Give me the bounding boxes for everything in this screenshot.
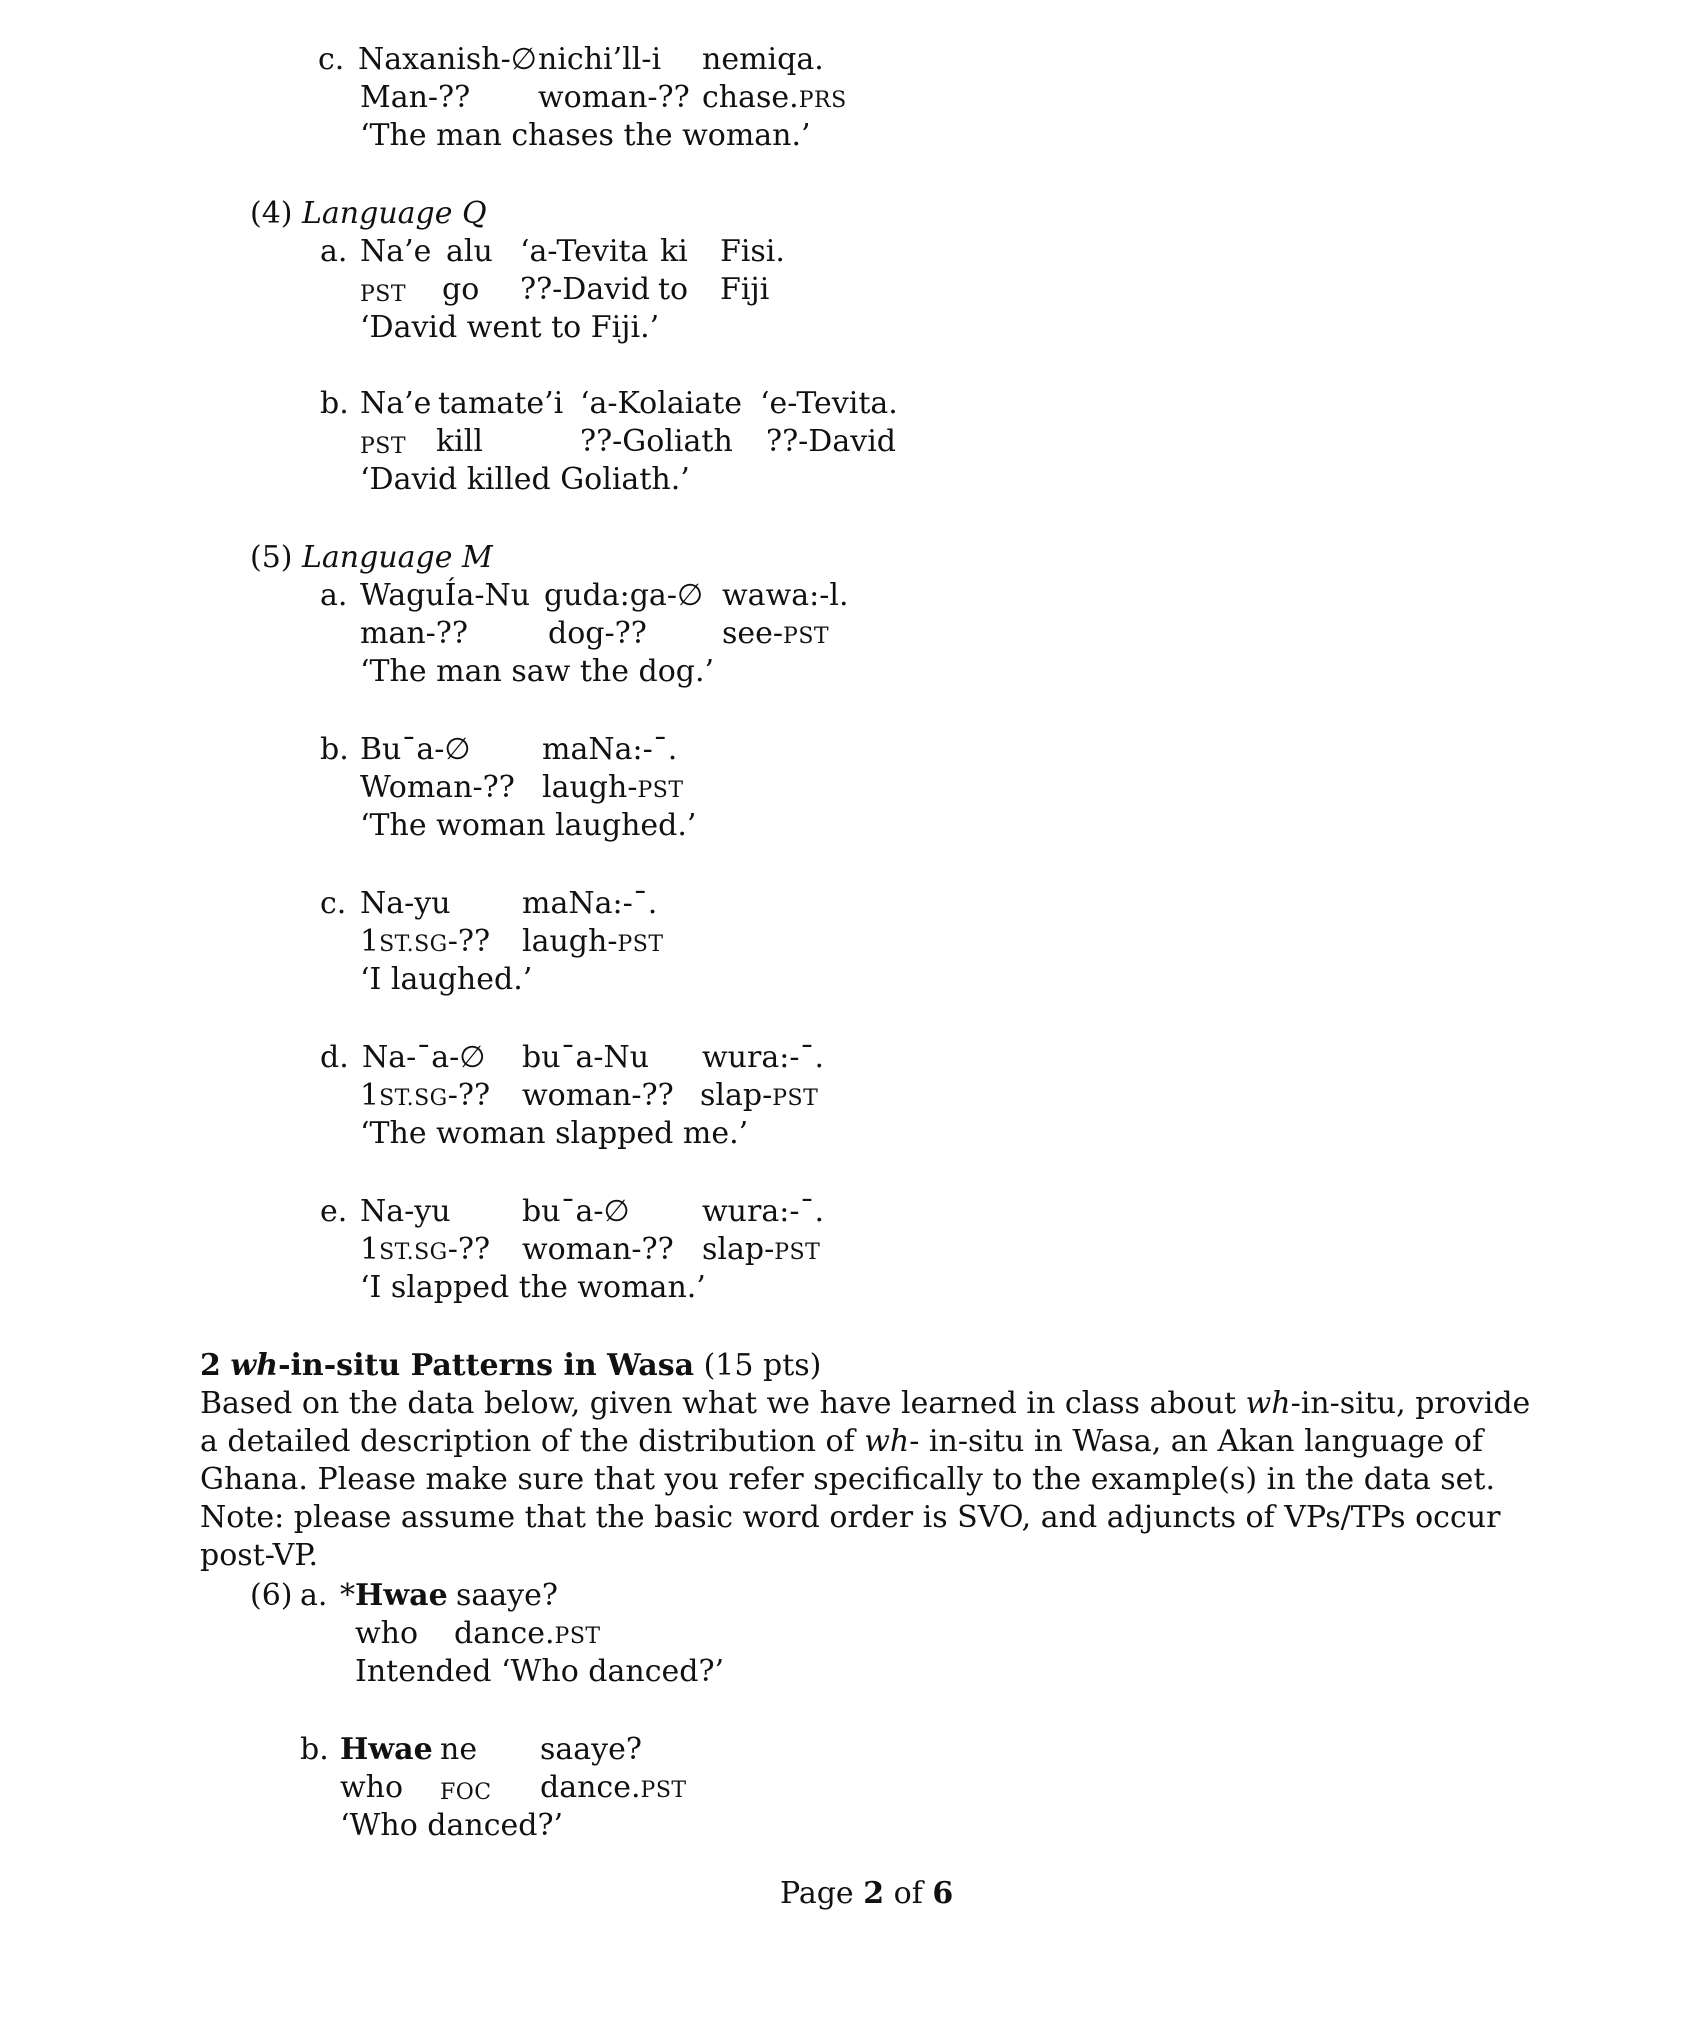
gloss: kill [436,424,483,459]
word: guda:ga-∅ [544,578,704,613]
instructions-text: Based on the data below, given what we have learned in class about wh-in-situ, provide a detailed description of the distribution of wh- in-situ in Wasa, an Akan language of Ghana. Please make sure that you refer specifically to the example(s) in the data set. [200,1386,1531,1497]
example-number: (4) [250,196,293,231]
word: Na-¯a-∅ [362,1040,486,1075]
gloss: PST [360,434,407,459]
word: ne [440,1732,478,1767]
gloss: Woman-?? [360,770,515,805]
gloss: see-PST [722,616,830,651]
points-label: (15 pts) [703,1348,822,1383]
word: Naxanish-∅ [358,42,537,77]
gloss: dance.PST [454,1616,601,1651]
word: saaye? [540,1732,642,1767]
gloss: FOC [440,1780,492,1805]
gloss: 1ST.SG-?? [360,1078,491,1113]
word: saaye? [456,1578,558,1613]
translation: ‘The man chases the woman.’ [360,118,811,153]
gloss: 1ST.SG-?? [360,924,491,959]
translation: Intended ‘Who danced?’ [355,1654,725,1689]
example-label: c. [320,886,347,921]
gloss: slap-PST [702,1232,821,1267]
gloss: woman-?? [522,1078,674,1113]
translation: ‘David went to Fiji.’ [360,310,660,345]
example-label: e. [320,1194,348,1229]
word: bu¯a-Nu [522,1040,650,1075]
word: ‘a-Tevita [520,234,649,269]
example-label: b. [320,386,349,421]
gloss: chase.PRS [702,80,847,115]
example-label: a. [320,234,348,269]
word: maNa:-¯. [542,732,678,767]
translation: ‘The man saw the dog.’ [360,654,715,689]
example-number: (6) [250,1578,293,1613]
gloss: man-?? [360,616,468,651]
gloss: who [355,1616,419,1651]
gloss: laugh-PST [542,770,684,805]
translation: ‘I laughed.’ [360,962,533,997]
example-label: b. [300,1732,329,1767]
word: nemiqa. [702,42,824,77]
language-name: Language Q [302,196,487,231]
gloss: Fiji [720,272,770,307]
gloss: to [658,272,689,307]
word: Na-yu [360,886,451,921]
word: Bu¯a-∅ [360,732,471,767]
example-label: b. [320,732,349,767]
wh-word: *Hwae [340,1578,448,1613]
word: alu [446,234,493,269]
gloss: laugh-PST [522,924,664,959]
translation: ‘The woman laughed.’ [360,808,697,843]
translation: ‘David killed Goliath.’ [360,462,690,497]
gloss: slap-PST [700,1078,819,1113]
gloss: ??-David [520,272,650,307]
word: nichi’ll-i [538,42,662,77]
word: bu¯a-∅ [522,1194,630,1229]
example-number: (5) [250,540,293,575]
gloss: go [442,272,480,307]
example-label: a. [300,1578,328,1613]
gloss: PST [360,282,407,307]
section-heading: 2 wh-in-situ Patterns in Wasa (15 pts) [200,1348,822,1383]
translation: ‘The woman slapped me.’ [360,1116,749,1151]
word: wura:-¯. [702,1194,825,1229]
word: Fisi. [720,234,785,269]
example-label: c. [318,42,345,77]
gloss: 1ST.SG-?? [360,1232,491,1267]
translation: ‘I slapped the woman.’ [360,1270,706,1305]
word: ‘e-Tevita. [760,386,898,421]
word: maNa:-¯. [522,886,658,921]
gloss: who [340,1770,404,1805]
example-label: a. [320,578,348,613]
gloss: woman-?? [522,1232,674,1267]
gloss: dog-?? [548,616,647,651]
word: WaguÍa-Nu [360,578,531,613]
word: Na’e [360,234,432,269]
word: Na’e [360,386,432,421]
word: wawa:-l. [722,578,849,613]
gloss: ??-Goliath [580,424,733,459]
gloss: ??-David [766,424,896,459]
gloss: Man-?? [360,80,471,115]
word: wura:-¯. [702,1040,825,1075]
word: Na-yu [360,1194,451,1229]
word: tamate’i [438,386,564,421]
word: ki [660,234,688,269]
language-name: Language M [302,540,493,575]
note-text: Note: please assume that the basic word order is SVO, and adjuncts of VPs/TPs occur post-VP. [200,1500,1501,1573]
word: ‘a-Kolaiate [580,386,742,421]
gloss: woman-?? [538,80,690,115]
gloss: dance.PST [540,1770,687,1805]
translation: ‘Who danced?’ [340,1808,564,1843]
page-number: Page 2 of 6 [780,1876,954,1911]
wh-word: Hwae [340,1732,433,1767]
example-label: d. [320,1040,349,1075]
instructions-paragraph [200,1385,1540,1575]
